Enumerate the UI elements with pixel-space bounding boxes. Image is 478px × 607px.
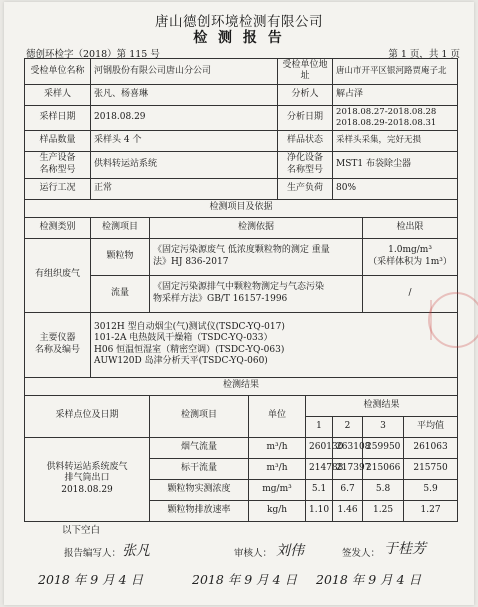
col-basis: 检测依据 [150,217,363,238]
instrument-item: AUW120D 岛津分析天平(TSDC-YQ-060) [94,355,268,366]
method-limit-particulate [363,238,458,275]
result-value-1: 260130 [306,437,333,458]
result-item: 烟气流量 [150,437,249,458]
col-limit: 检出限 [363,217,458,238]
method-category: 有组织废气 [25,238,91,312]
limit-line-1: 1.0mg/m³ [388,245,432,256]
result-value-3: 259950 [363,437,404,458]
sample-date-label: 采样日期 [25,105,91,130]
method-limit-flow: / [363,275,458,312]
load-label: 生产负荷 [278,178,333,199]
result-value-2: 1.46 [333,500,363,521]
equipment-label-line-1: 生产设备 [39,153,76,164]
result-average: 261063 [404,437,458,458]
equipment-label [25,151,91,178]
address-value: 唐山市开平区银河路贾庵子北 [333,59,458,85]
method-item-particulate: 颗粒物 [91,238,150,275]
limit-line-2: （采样体积为 1m³） [368,256,452,267]
result-value-2: 217397 [333,458,363,479]
purifier-label-line-2: 名称型号 [287,164,324,175]
instrument-item: 101-2A 电热鼓风干燥箱（TSDC-YQ-033） [94,333,273,344]
author-date: 2018 年 9 月 4 日 [38,572,144,587]
result-value-1: 5.1 [306,479,333,500]
result-value-3: 215066 [363,458,404,479]
result-unit: m³/h [249,458,306,479]
col-result-item: 检测项目 [150,395,249,437]
author-label: 报告编写人： [64,548,122,559]
status-label: 运行工况 [25,178,91,199]
method-section-title: 检测项目及依据 [25,199,458,217]
result-unit: mg/m³ [249,479,306,500]
result-item: 标干流量 [150,458,249,479]
sample-qty-value: 采样头 4 个 [91,130,278,151]
instrument-label-line-2: 名称及编号 [34,344,80,355]
load-value: 80% [333,178,458,199]
address-label: 受检单位地址 [278,59,333,85]
instrument-item: 3012H 型自动烟尘(气)测试仪(TSDC-YQ-017) [94,322,285,332]
result-item: 颗粒物排放速率 [150,500,249,521]
approver-signature: 于桂芳 [384,541,426,557]
reviewer-label: 审核人： [234,548,273,559]
result-value-1: 1.10 [306,500,333,521]
col-average: 平均值 [404,416,458,437]
sample-state-value: 采样头采集，完好无损 [333,130,458,151]
reviewer-signature: 刘伟 [276,543,304,559]
result-average: 215750 [404,458,458,479]
analysis-date-value [333,105,458,130]
approver-label: 签发人： [342,548,381,559]
col-run-3: 3 [363,416,404,437]
blank-note: 以下空白 [62,525,101,536]
result-unit: kg/h [249,500,306,521]
basis-line-2: 物采样方法》GB/T 16157-1996 [153,293,288,304]
analyst-value: 解占泽 [333,84,458,105]
col-category: 检测类别 [25,217,91,238]
instrument-label [25,312,91,377]
result-value-3: 1.25 [363,500,404,521]
instrument-list [91,312,458,377]
sampler-value: 张凡、杨喜琳 [91,84,278,105]
sampling-point [25,437,150,521]
analysis-date-line-2: 2018.08.29-2018.08.31 [336,117,437,128]
point-line-1: 供料转运站系统废气 [46,462,128,473]
client-label: 受检单位名称 [25,59,91,85]
col-point: 采样点位及日期 [25,395,150,437]
result-value-2: 263108 [333,437,363,458]
method-item-flow: 流量 [91,275,150,312]
sample-qty-label: 样品数量 [25,130,91,151]
company-name: 唐山德创环境检测有限公司 [155,14,323,30]
result-value-2: 6.7 [333,479,363,500]
method-basis-particulate [150,238,363,275]
sample-date-value: 2018.08.29 [91,105,278,130]
method-basis-flow [150,275,363,312]
results-section-title: 检测结果 [25,377,458,395]
report-table [24,58,458,522]
point-date: 2018.08.29 [61,484,113,495]
analyst-label: 分析人 [278,84,333,105]
purifier-label [278,151,333,178]
col-run-1: 1 [306,416,333,437]
report-number: 德创环检字（2018）第 115 号 [26,49,160,60]
result-average: 1.27 [404,500,458,521]
sample-state-label: 样品状态 [278,130,333,151]
basis-line-1: 《固定污染源废气 低浓度颗粒物的测定 重量 [153,245,330,256]
result-item: 颗粒物实测浓度 [150,479,249,500]
result-value-3: 5.8 [363,479,404,500]
col-results: 检测结果 [306,395,458,416]
result-value-1: 214788 [306,458,333,479]
equipment-value: 供料转运站系统 [91,151,278,178]
reviewer-date: 2018 年 9 月 4 日 [192,572,298,587]
analysis-date-line-1: 2018.08.27-2018.08.28 [336,106,437,117]
result-unit: m³/h [249,437,306,458]
purifier-value: MST1 布袋除尘器 [333,151,458,178]
analysis-date-label: 分析日期 [278,105,333,130]
col-unit: 单位 [249,395,306,437]
approver-date: 2018 年 9 月 4 日 [316,572,422,587]
point-line-2: 排气筒出口 [64,473,110,484]
author-signature: 张凡 [122,543,150,559]
sampler-label: 采样人 [25,84,91,105]
result-average: 5.9 [404,479,458,500]
col-item: 检测项目 [91,217,150,238]
purifier-label-line-1: 净化设备 [287,153,324,164]
basis-line-2: 法》HJ 836-2017 [153,256,229,267]
instrument-label-line-1: 主要仪器 [39,333,76,344]
basis-line-1: 《固定污染源排气中颗粒物测定与气态污染 [153,282,325,293]
status-value: 正常 [91,178,278,199]
instrument-item: H06 恒温恒湿室（精密空调）(TSDC-YQ-063) [94,344,285,355]
col-run-2: 2 [333,416,363,437]
page-count: 第 1 页，共 1 页 [388,49,460,60]
equipment-label-line-2: 名称型号 [39,164,76,175]
report-title: 检 测 报 告 [193,30,285,46]
client-value: 河钢股份有限公司唐山分公司 [91,59,278,85]
